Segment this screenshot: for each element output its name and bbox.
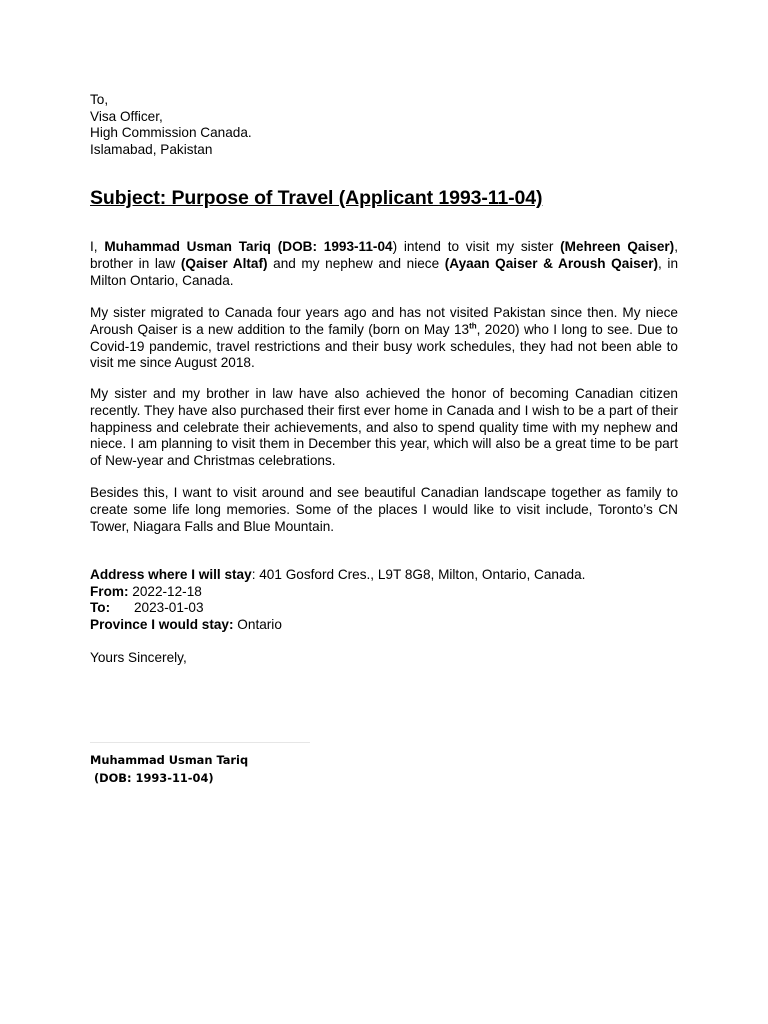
paragraph-intro <box>90 239 678 289</box>
address-value: : 401 Gosford Cres., L9T 8G8, Milton, Ontario, Canada. <box>251 567 586 582</box>
address-line: High Commission Canada. <box>90 125 252 141</box>
from-label: From: <box>90 583 129 599</box>
text: , in Milton Ontario, Canada. <box>90 255 679 288</box>
paragraph-family <box>90 305 678 372</box>
stay-details <box>90 567 585 633</box>
subject-heading: Subject: Purpose of Travel (Applicant 1993-11-04) <box>90 187 543 209</box>
paragraph-citizenship: My sister and my brother in law have also achieved the honor of becoming Canadian citizen recently. They have also purchased their first ever home in Canada and I wish to be a part of their happiness and celebrate their achievements, and also to spend quality time with my nephew and niece. I am planning to visit them in December this year, which will also be a great time to be part of New-year and Christmas celebrations. <box>90 386 678 469</box>
text: and my nephew and niece <box>267 255 445 271</box>
province-value: Ontario <box>233 616 282 632</box>
text: , 2020) who I long to see. Due to Covid-19 pandemic, travel restrictions and their busy work schedules, they had not been able to visit me since August 2018. <box>90 321 678 371</box>
text: , brother in law <box>90 239 678 271</box>
province-label: Province I would stay: <box>90 616 234 632</box>
signature-line <box>90 742 310 743</box>
applicant-name: Muhammad Usman Tariq (DOB: 1993-11-04 <box>104 239 393 254</box>
province-row <box>90 617 585 634</box>
sister-name: (Mehreen Qaiser) <box>560 239 675 254</box>
closing: Yours Sincerely, <box>90 650 187 665</box>
address-label: Address where I will stay <box>90 567 252 582</box>
superscript: th <box>469 321 477 331</box>
signature-name: Muhammad Usman Tariq <box>90 753 249 767</box>
to-value: 2023-01-03 <box>134 600 204 616</box>
address-line: To, <box>90 92 109 107</box>
to-row <box>90 600 585 617</box>
text: ) intend to visit my sister <box>392 239 561 254</box>
text: I, <box>90 239 105 254</box>
address-line: Islamabad, Pakistan <box>90 141 213 157</box>
address-row <box>90 567 585 584</box>
signature-block <box>90 751 248 787</box>
signature-dob: (DOB: 1993-11-04) <box>90 771 214 785</box>
from-row <box>90 584 585 601</box>
brother-in-law-name: (Qaiser Altaf) <box>180 255 268 271</box>
nephew-niece-names: (Ayaan Qaiser & Aroush Qaiser) <box>444 255 659 271</box>
text: My sister migrated to Canada four years ago and has not visited Pakistan since then. My niece Aroush Qaiser is a new addition to the family (born on May 13 <box>90 305 678 337</box>
from-value: 2022-12-18 <box>128 583 202 599</box>
paragraph-sightseeing: Besides this, I want to visit around and see beautiful Canadian landscape together as family to create some life long memories. Some of the places I would like to visit include, Toronto’s CN Tower, Niagara Falls and Blue Mountain. <box>90 485 678 534</box>
address-line: Visa Officer, <box>90 108 163 124</box>
recipient-address <box>90 92 252 158</box>
to-label: To: <box>90 600 111 616</box>
